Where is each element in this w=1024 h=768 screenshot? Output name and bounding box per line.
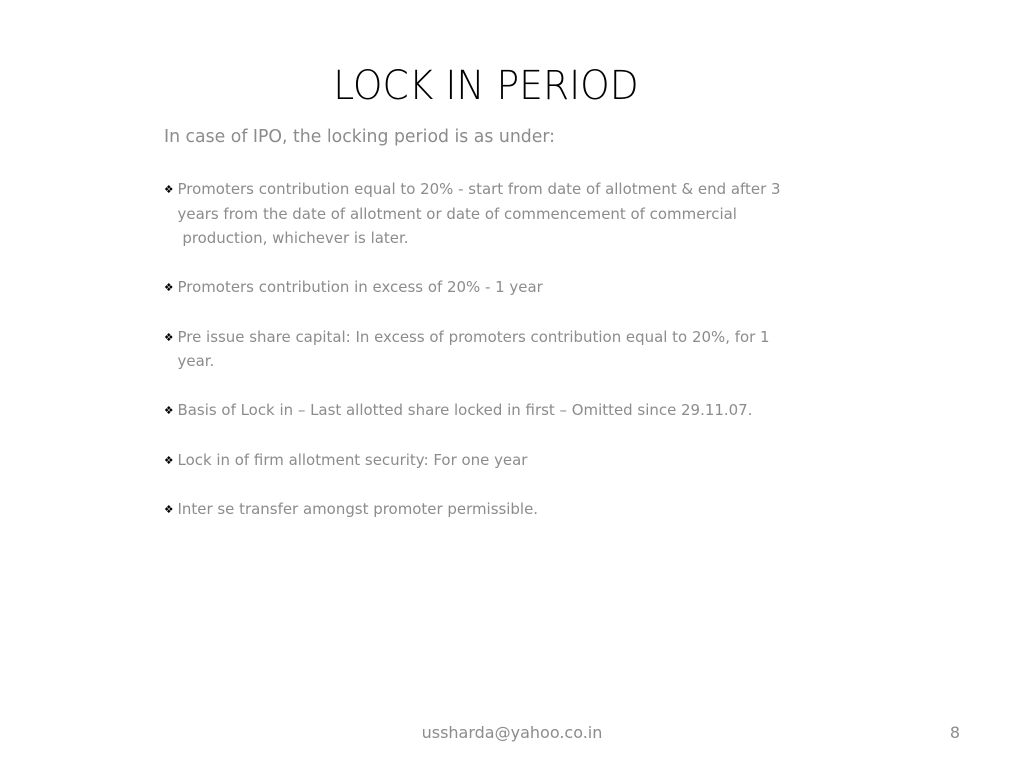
bullet-item <box>164 497 854 522</box>
bullet-line: production, whichever is later. <box>182 229 409 248</box>
footer-email: ussharda@yahoo.co.in <box>421 723 603 742</box>
bullet-line <box>164 325 830 350</box>
diamond-bullet-icon: ❖ <box>164 453 174 467</box>
diamond-bullet-icon: ❖ <box>164 404 174 418</box>
diamond-bullet-icon: ❖ <box>164 183 174 196</box>
diamond-bullet-icon: ❖ <box>164 330 174 344</box>
bullet-text: Pre issue share capital: In excess of promoters contribution equal to 20%, for 1 <box>177 327 770 346</box>
bullet-item <box>164 325 854 374</box>
bullet-line: years from the date of allotment or date of commencement of commercial <box>177 204 737 223</box>
diamond-bullet-icon: ❖ <box>164 502 174 516</box>
bullet-item <box>164 177 854 251</box>
bullet-text: Lock in of firm allotment security: For one year <box>177 450 528 469</box>
bullet-item <box>164 448 854 473</box>
bullet-line <box>164 448 830 473</box>
bullet-line: year. <box>177 352 215 371</box>
bullet-text: Inter se transfer amongst promoter permissible. <box>177 499 539 518</box>
bullet-item <box>164 398 854 423</box>
bullet-list <box>164 177 854 546</box>
slide-title: LOCK IN PERIOD <box>333 63 639 109</box>
bullet-text: Promoters contribution equal to 20% - start from date of allotment & end after 3 <box>177 180 781 198</box>
bullet-line <box>164 497 830 522</box>
bullet-line <box>164 177 830 202</box>
bullet-item <box>164 275 854 300</box>
bullet-text: Basis of Lock in – Last allotted share locked in first – Omitted since 29.11.07. <box>177 401 753 420</box>
bullet-line <box>164 398 830 423</box>
diamond-bullet-icon: ❖ <box>164 281 174 295</box>
bullet-line <box>164 275 830 300</box>
bullet-text: Promoters contribution in excess of 20% - 1 year <box>177 278 543 297</box>
page-number: 8 <box>949 723 961 742</box>
intro-text: In case of IPO, the locking period is as under: <box>164 126 556 147</box>
